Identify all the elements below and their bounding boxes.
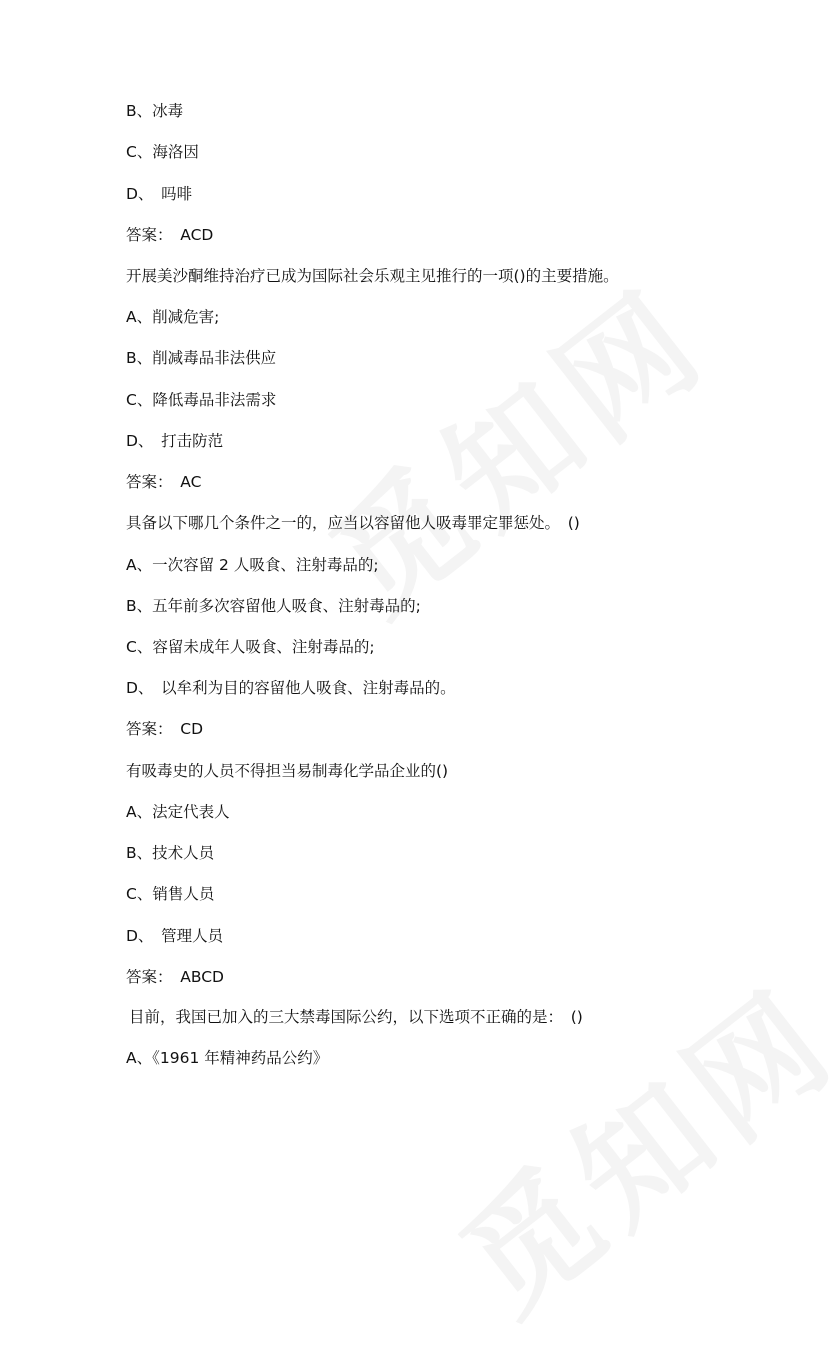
question-2: 开展美沙酮维持治疗已成为国际社会乐观主见推行的一项()的主要措施。 — [126, 267, 619, 285]
answer-4: 答案： ABCD — [126, 968, 224, 986]
option-b-3: B、五年前多次容留他人吸食、注射毒品的; — [126, 597, 421, 615]
answer-3: 答案： CD — [126, 720, 204, 738]
option-a-4: A、法定代表人 — [126, 803, 230, 821]
option-d-1: D、 吗啡 — [126, 185, 193, 203]
option-a-5: A、《1961 年精神药品公约》 — [126, 1049, 329, 1067]
question-4: 有吸毒史的人员不得担当易制毒化学品企业的() — [126, 762, 449, 780]
option-d-4: D、 管理人员 — [126, 927, 224, 945]
option-a-2: A、削减危害; — [126, 308, 220, 326]
question-5: 目前，我国已加入的三大禁毒国际公约，以下选项不正确的是： () — [129, 1008, 583, 1026]
option-b-2: B、削减毒品非法供应 — [126, 349, 277, 367]
option-d-2: D、 打击防范 — [126, 432, 224, 450]
option-c-2: C、降低毒品非法需求 — [126, 391, 277, 409]
question-3: 具备以下哪几个条件之一的，应当以容留他人吸毒罪定罪惩处。 () — [126, 514, 580, 532]
watermark-lower — [418, 939, 830, 1348]
option-b-1: B、冰毒 — [126, 102, 184, 120]
option-a-3: A、一次容留 2 人吸食、注射毒品的; — [126, 556, 379, 574]
option-c-3: C、容留未成年人吸食、注射毒品的; — [126, 638, 375, 656]
answer-2: 答案： AC — [126, 473, 202, 491]
option-d-3: D、 以牟利为目的容留他人吸食、注射毒品的。 — [126, 679, 456, 697]
option-b-4: B、技术人员 — [126, 844, 215, 862]
watermark — [288, 239, 739, 649]
answer-1: 答案： ACD — [126, 226, 214, 244]
option-c-4: C、销售人员 — [126, 885, 215, 903]
option-c-1: C、海洛因 — [126, 143, 199, 161]
